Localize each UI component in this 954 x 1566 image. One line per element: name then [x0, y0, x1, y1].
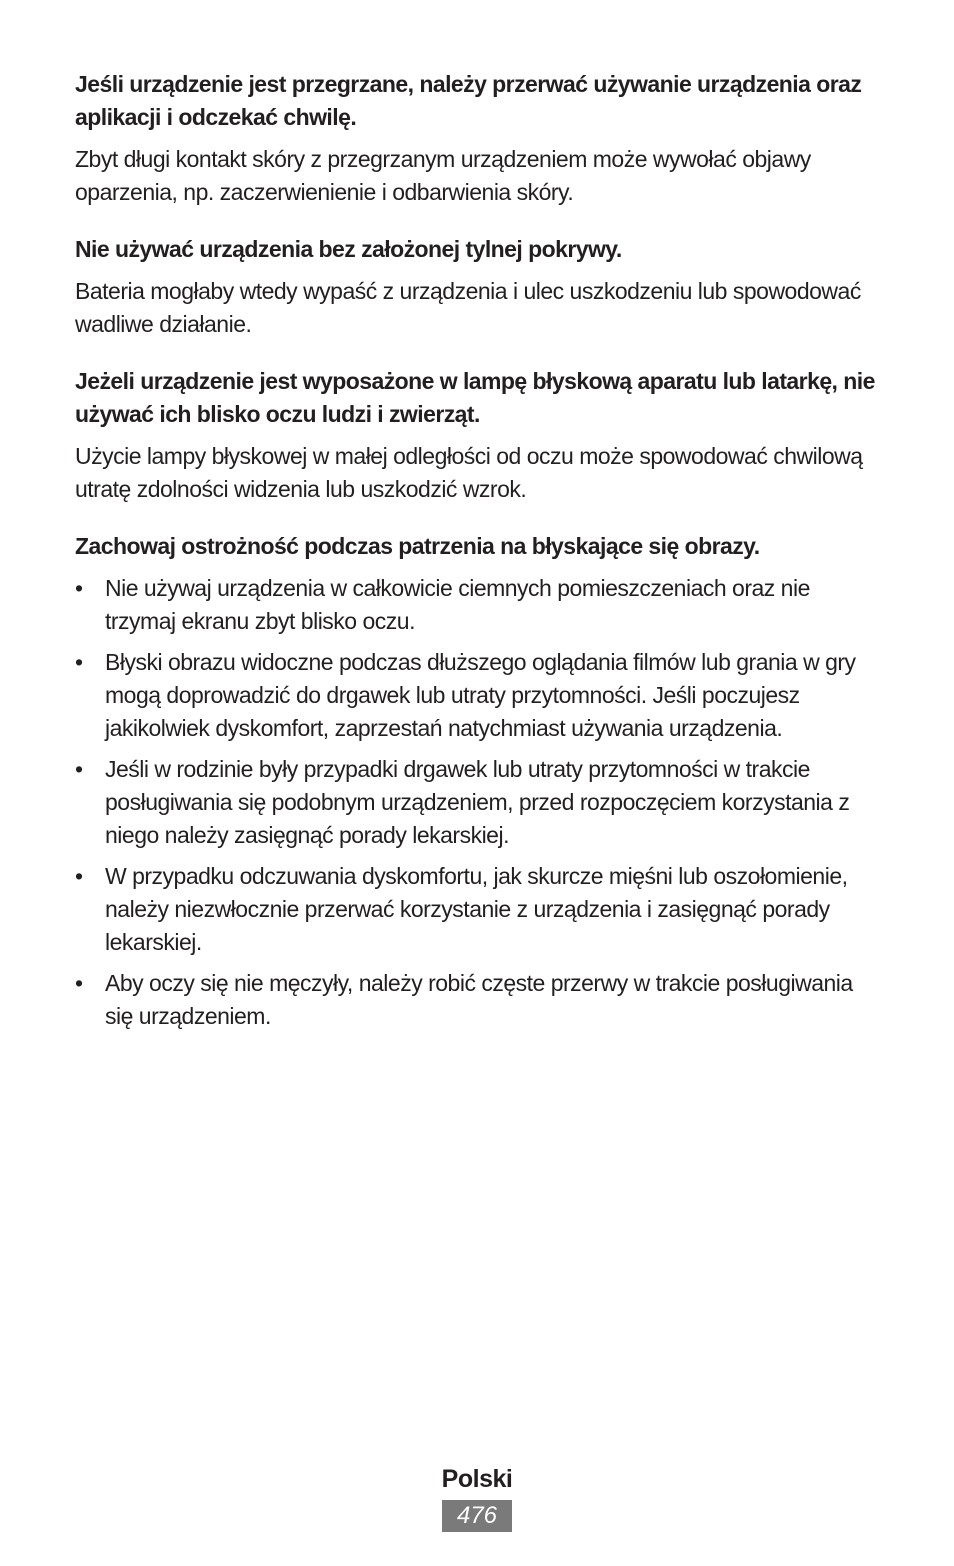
document-body: [75, 68, 885, 1057]
list-item: [75, 572, 885, 638]
section-heading: Zachowaj ostrożność podczas patrzenia na błyskające się obrazy.: [75, 533, 760, 559]
list-item-text: Nie używaj urządzenia w całkowicie ciemnych pomieszczeniach oraz nie trzymaj ekranu zbyt blisko oczu.: [105, 575, 810, 634]
bullet-icon: •: [75, 649, 83, 675]
section-flashing-images: [75, 530, 885, 1033]
page-number: 476: [442, 1500, 512, 1532]
bullet-icon: •: [75, 863, 83, 889]
section-back-cover: [75, 233, 885, 341]
section-flash: [75, 365, 885, 506]
section-text: Użycie lampy błyskowej w małej odległości od oczu może spowodować chwilową utratę zdolności widzenia lub uszkodzić wzrok.: [75, 443, 863, 502]
section-heading: Nie używać urządzenia bez założonej tylnej pokrywy.: [75, 236, 622, 262]
list-item-text: W przypadku odczuwania dyskomfortu, jak skurcze mięśni lub oszołomienie, należy niezwłocznie przerwać korzystanie z urządzenia i zasięgnąć porady lekarskiej.: [105, 863, 848, 955]
list-item: [75, 753, 885, 852]
list-item: [75, 646, 885, 745]
section-overheating: [75, 68, 885, 209]
bullet-icon: •: [75, 575, 83, 601]
list-item-text: Aby oczy się nie męczyły, należy robić częste przerwy w trakcie posługiwania się urządzeniem.: [105, 970, 853, 1029]
page-footer: [0, 1462, 954, 1532]
list-item: [75, 860, 885, 959]
section-text: Bateria mogłaby wtedy wypaść z urządzenia i ulec uszkodzeniu lub spowodować wadliwe działanie.: [75, 278, 861, 337]
section-heading: Jeżeli urządzenie jest wyposażone w lampę błyskową aparatu lub latarkę, nie używać ich blisko oczu ludzi i zwierząt.: [75, 368, 875, 427]
bullet-icon: •: [75, 970, 83, 996]
list-item-text: Jeśli w rodzinie były przypadki drgawek lub utraty przytomności w trakcie posługiwania się podobnym urządzeniem, przed rozpoczęciem korzystania z niego należy zasięgnąć porady lekarskiej.: [105, 756, 850, 848]
list-item: [75, 967, 885, 1033]
section-text: Zbyt długi kontakt skóry z przegrzanym urządzeniem może wywołać objawy oparzenia, np. zaczerwienienie i odbarwienia skóry.: [75, 146, 811, 205]
bullet-list: [75, 572, 885, 1033]
list-item-text: Błyski obrazu widoczne podczas dłuższego oglądania filmów lub grania w gry mogą doprowadzić do drgawek lub utraty przytomności. Jeśli poczujesz jakikolwiek dyskomfort, zaprzestań natychmiast używania urządzenia.: [105, 649, 856, 741]
section-heading: Jeśli urządzenie jest przegrzane, należy przerwać używanie urządzenia oraz aplikacji i odczekać chwilę.: [75, 71, 862, 130]
bullet-icon: •: [75, 756, 83, 782]
footer-language: Polski: [441, 1465, 513, 1493]
